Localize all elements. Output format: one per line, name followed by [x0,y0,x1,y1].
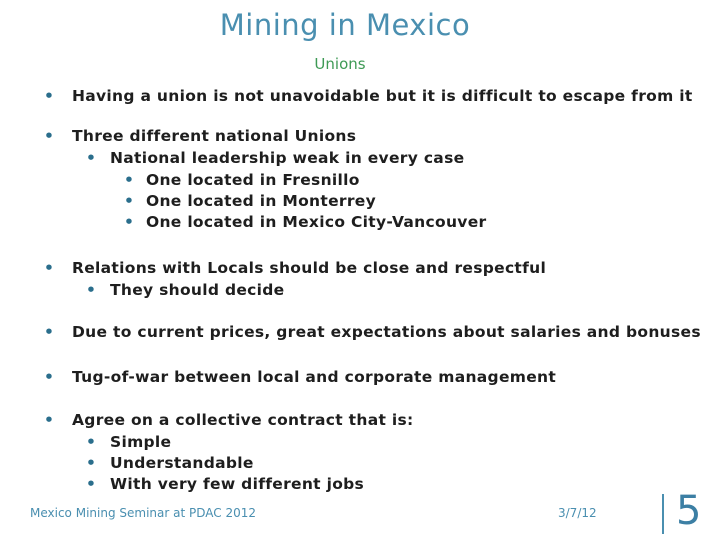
footer-date: 3/7/12 [558,506,597,520]
bullet-icon: • [86,454,97,472]
bullet-icon: • [86,149,97,167]
bullet-icon: • [44,411,55,429]
bullet-item [44,126,356,146]
bullet-text: With very few different jobs [110,475,365,493]
bullet-icon: • [44,87,55,105]
bullet-item [86,432,171,452]
footer-divider [662,494,664,534]
bullet-item [44,86,693,106]
bullet-icon: • [44,323,55,341]
bullet-text: Simple [110,433,172,451]
bullet-text: National leadership weak in every case [110,149,465,167]
bullet-item [124,212,486,232]
footer-presentation-name: Mexico Mining Seminar at PDAC 2012 [30,506,256,520]
bullet-item [86,474,364,494]
bullet-icon: • [44,127,55,145]
bullet-item [44,322,701,342]
bullet-text: One located in Mexico City-Vancouver [146,213,487,231]
bullet-item [86,453,254,473]
bullet-icon: • [44,368,55,386]
bullet-text: One located in Fresnillo [146,171,360,189]
bullet-text: Due to current prices, great expectations about salaries and bonuses [72,323,701,341]
bullet-text: Relations with Locals should be close and respectful [72,259,547,277]
bullet-icon: • [86,433,97,451]
bullet-item [86,280,285,300]
bullet-item [44,410,414,430]
bullet-item [124,170,360,190]
bullet-text: Having a union is not unavoidable but it is difficult to escape from it [72,87,693,105]
slide-title: Mining in Mexico [219,8,471,42]
bullet-icon: • [124,171,135,189]
bullet-icon: • [86,281,97,299]
bullet-icon: • [44,259,55,277]
bullet-item [44,258,546,278]
bullet-icon: • [124,213,135,231]
bullet-text: One located in Monterrey [146,192,377,210]
bullet-text: Agree on a collective contract that is: [72,411,414,429]
page-number: 5 [676,488,702,534]
slide-subtitle: Unions [314,55,366,73]
bullet-icon: • [124,192,135,210]
bullet-text: Tug-of-war between local and corporate management [72,368,557,386]
bullet-item [124,191,376,211]
bullet-text: They should decide [110,281,285,299]
bullet-item [86,148,464,168]
bullet-text: Three different national Unions [72,127,357,145]
bullet-text: Understandable [110,454,254,472]
bullet-item [44,367,556,387]
bullet-icon: • [86,475,97,493]
